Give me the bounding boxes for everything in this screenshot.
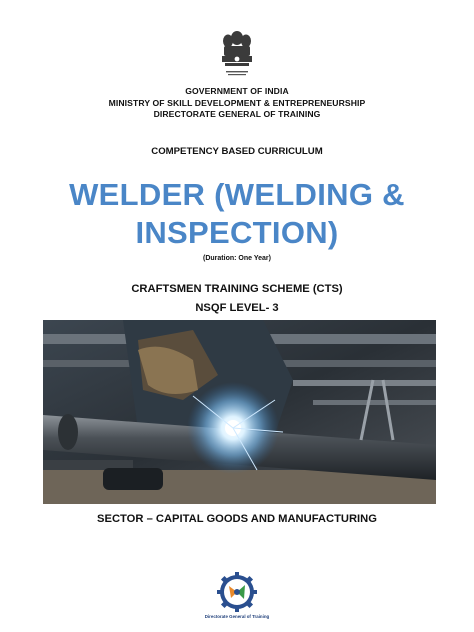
scheme-name: CRAFTSMEN TRAINING SCHEME (CTS) [131, 283, 343, 295]
welder-photo [43, 320, 436, 504]
state-emblem-icon [216, 28, 258, 80]
curriculum-label: COMPETENCY BASED CURRICULUM [151, 146, 323, 157]
scheme-block [0, 280, 474, 318]
government-header [0, 86, 474, 121]
sector-label: SECTOR – CAPITAL GOODS AND MANUFACTURING [97, 513, 377, 525]
header-line-ministry: MINISTRY OF SKILL DEVELOPMENT & ENTREPRENEURSHIP [108, 97, 366, 108]
header-line-government: GOVERNMENT OF INDIA [185, 86, 289, 96]
dgt-gear-logo-icon [217, 572, 257, 612]
trade-title [0, 176, 474, 252]
header-line-directorate: DIRECTORATE GENERAL OF TRAINING [153, 109, 321, 119]
trade-title-line1: WELDER (WELDING & [69, 177, 405, 212]
nsqf-level: NSQF LEVEL- 3 [195, 302, 279, 314]
duration-label: (Duration: One Year) [203, 255, 271, 262]
trade-title-line2: INSPECTION) [135, 215, 339, 250]
dgt-logo-caption: Directorate General of Training [204, 614, 270, 619]
